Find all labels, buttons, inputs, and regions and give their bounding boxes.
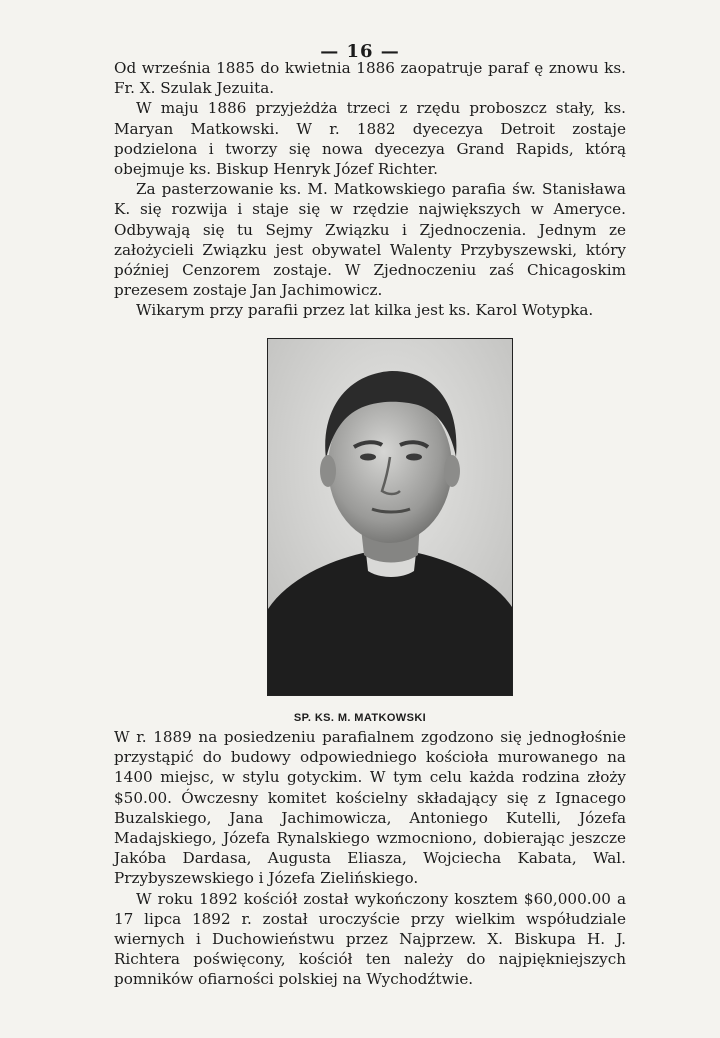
text-block-bottom — [114, 727, 626, 990]
paragraph: Wikarym przy parafii przez lat kilka jest ks. Karol Wotypka. — [136, 301, 594, 320]
portrait-illustration — [268, 339, 512, 695]
paragraph: W maju 1886 przyjeżdża trzeci z rzędu proboszcz stały, ks. Maryan Matkowski. W r. 1882 dyecezya Detroit zostaje podzielona i tworzy się nowa dyecezya Grand Rapids, którą obejmuje ks. Biskup Henryk Józef Richter. — [114, 99, 626, 179]
text-block-top — [114, 58, 626, 321]
paragraph: Za pasterzowanie ks. M. Matkowskiego parafia św. Stanisława K. się rozwija i staje się w rzędzie największych w Ameryce. Odbywają się tu Sejmy Związku i Zjednoczenia. Jednym ze założycieli Związku jest obywatel Walenty Przybyszewski, który później Cenzorem zostaje. W Zjednoczeniu zaś Chicagoskim prezesem zostaje Jan Jachimowicz. — [114, 180, 626, 300]
portrait-photo — [267, 338, 513, 696]
paragraph: W roku 1892 kościół został wykończony kosztem $60,000.00 a 17 lipca 1892 r. został uroczyście przy wielkim współudziale wiernych i Duchowieństwu przez Najprzew. X. Biskupa H. J. Richtera poświęcony, kościół ten należy do najpiękniejszych pomników ofiarności polskiej na Wychodźtwie. — [114, 889, 626, 989]
photo-caption: SP. KS. M. MATKOWSKI — [293, 712, 427, 724]
paragraph: W r. 1889 na posiedzeniu parafialnem zgodzono się jednogłośnie przystąpić do budowy odpowiedniego kościoła murowanego na 1400 miejsc, w stylu gotyckim. W tym celu każda rodzina złoży $50.00. Ówczesny komitet kościelny składający się z Ignacego Buzalskiego, Jana Jachimowicza, Antoniego Kutelli, Józefa Madajskiego, Józefa Rynalskiego wzmocniono, dobierając jeszcze Jakóba Dardasa, Augusta Eliasza, Wojciecha Kabata, Wal. Przybyszewskiego i Józefa Zielińskiego. — [114, 728, 626, 888]
page-number: — 16 — — [320, 41, 400, 62]
paragraph: Od września 1885 do kwietnia 1886 zaopatruje paraf ę znowu ks. Fr. X. Szulak Jezuita. — [114, 59, 626, 98]
